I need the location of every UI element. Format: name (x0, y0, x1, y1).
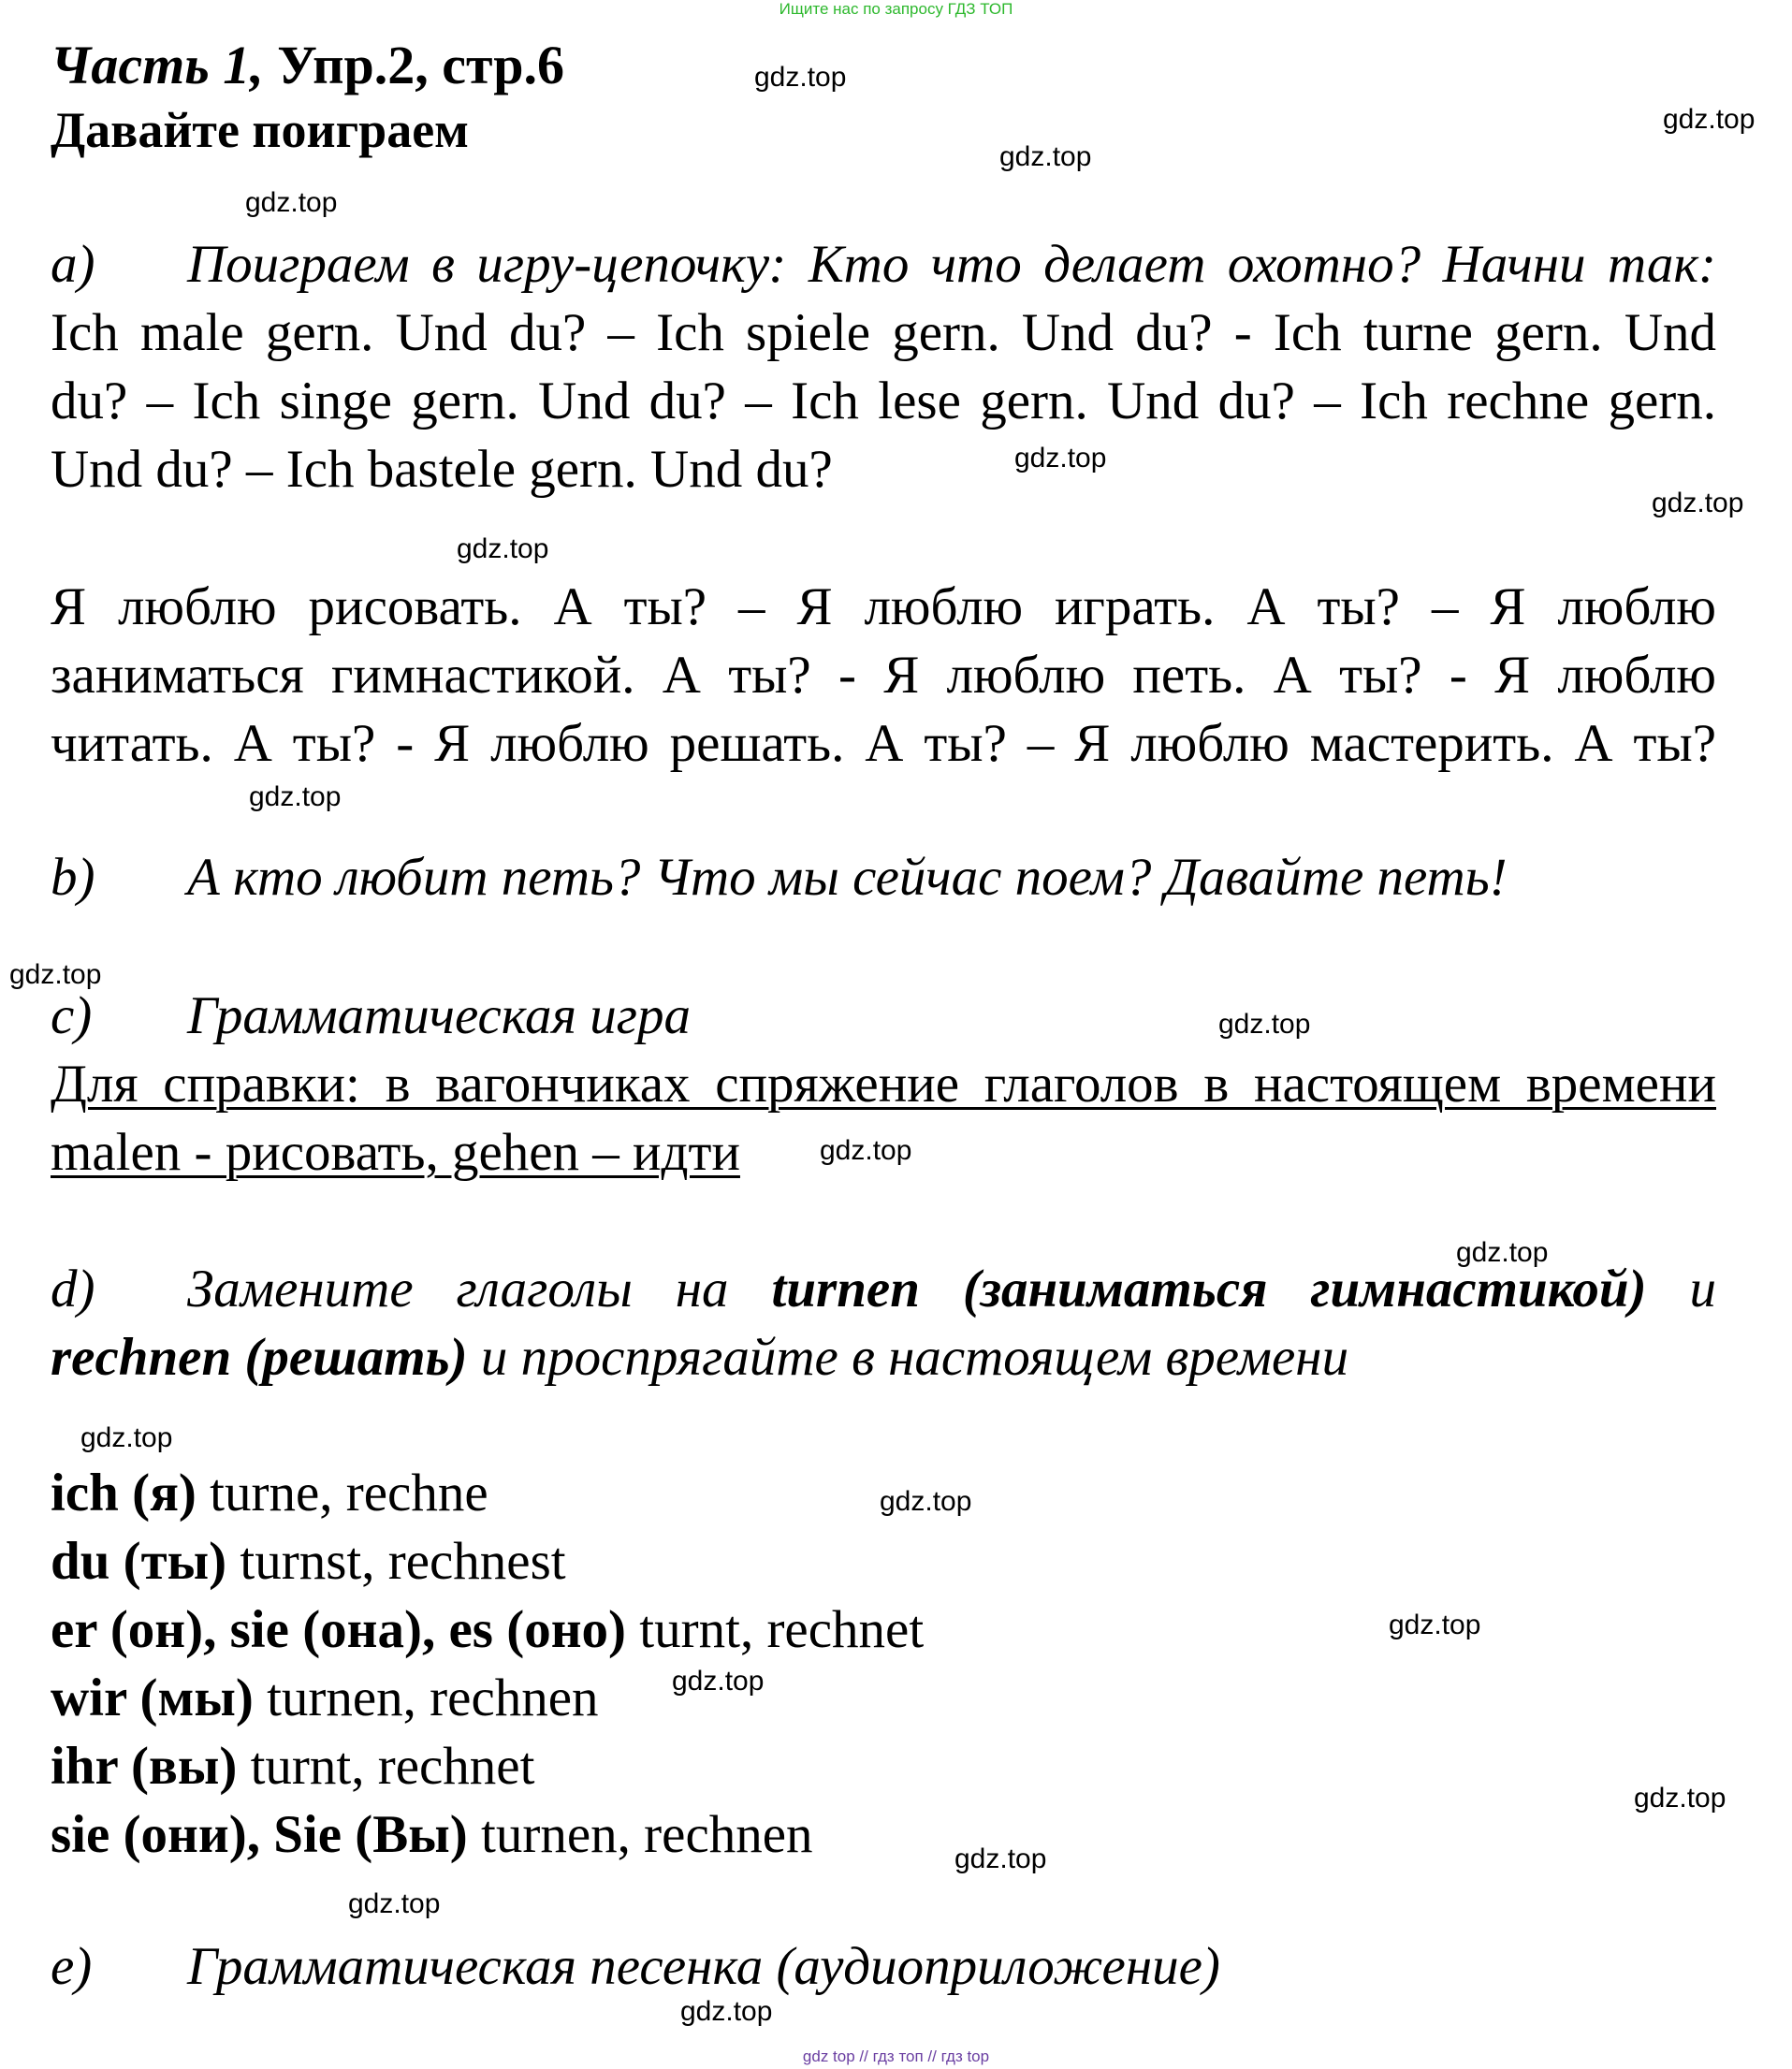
conjugation-row (51, 1531, 566, 1592)
watermark: gdz.top (880, 1486, 972, 1517)
task-d-instruction-line-2 (51, 1327, 1716, 1388)
title-part: Часть 1, (51, 35, 264, 95)
page-subtitle: Давайте поиграем (51, 102, 469, 158)
task-e-instruction (51, 1936, 1716, 1997)
watermark: gdz.top (680, 1996, 773, 2027)
conjugation-pronoun: ich (я) (51, 1464, 197, 1523)
conjugation-row (51, 1736, 534, 1797)
watermark: gdz.top (672, 1666, 765, 1697)
conjugation-pronoun: wir (мы) (51, 1668, 254, 1727)
task-a-german-line-3: Und du? – Ich bastele gern. Und du? (51, 440, 833, 499)
task-d-verb-rechnen: rechnen (решать) (51, 1328, 468, 1387)
task-d-verb-turnen: turnen (заниматься гимнастикой) (771, 1260, 1647, 1319)
task-a-russian-line-2: заниматься гимнастикой. А ты? - Я люблю петь. А ты? - Я люблю (51, 646, 1716, 705)
task-d-instr-1: Замените глаголы на (187, 1260, 772, 1319)
page-title (51, 34, 564, 96)
conjugation-row (51, 1804, 813, 1865)
watermark: gdz.top (954, 1843, 1047, 1874)
task-a-instruction (51, 234, 1716, 295)
conjugation-forms: turnt, rechnet (626, 1600, 925, 1659)
conjugation-pronoun: du (ты) (51, 1532, 227, 1591)
task-c-note-1-text: Для справки: в вагончиках спряжение глаголов в настоящем времени (51, 1055, 1716, 1114)
task-c-note-line-1 (51, 1054, 1716, 1115)
watermark: gdz.top (245, 187, 338, 218)
task-c-text: Грамматическая игра (187, 986, 692, 1045)
task-e-text: Грамматическая песенка (аудиоприложение) (187, 1937, 1220, 1996)
task-a-russian-line-1: Я люблю рисовать. А ты? – Я люблю играть. А ты? – Я люблю (51, 577, 1716, 636)
conjugation-forms: turnen, rechnen (253, 1668, 599, 1727)
watermark: gdz.top (1389, 1610, 1481, 1640)
watermark: gdz.top (999, 141, 1092, 172)
task-d-instr-3: и проспрягайте в настоящем времени (467, 1328, 1349, 1387)
watermark: gdz.top (80, 1422, 173, 1453)
conjugation-forms: turnst, rechnest (226, 1532, 566, 1591)
watermark: gdz.top (820, 1135, 912, 1166)
conjugation-row (51, 1463, 488, 1523)
task-a-german-line-1: Ich male gern. Und du? – Ich spiele gern. Und du? - Ich turne gern. Und (51, 303, 1716, 362)
watermark: gdz.top (9, 959, 102, 990)
watermark: gdz.top (1663, 104, 1756, 135)
top-banner: Ищите нас по запросу ГДЗ ТОП (779, 0, 1013, 18)
watermark: gdz.top (754, 62, 847, 93)
conjugation-row (51, 1599, 924, 1660)
task-a-text: Поиграем в игру-цепочку: Кто что делает охотно? Начни так: (187, 235, 1716, 294)
task-a-label: a) (51, 235, 95, 294)
task-c-instruction (51, 985, 1716, 1046)
conjugation-pronoun: sie (они), Sie (Вы) (51, 1805, 468, 1864)
watermark: gdz.top (1652, 488, 1744, 518)
watermark: gdz.top (249, 781, 342, 812)
conjugation-forms: turnt, rechnet (237, 1737, 535, 1796)
bottom-links[interactable]: gdz top // гдз топ // гдз top (802, 2047, 990, 2065)
watermark: gdz.top (1218, 1009, 1311, 1040)
task-d-label: d) (51, 1260, 95, 1319)
conjugation-pronoun: er (он), sie (она), es (оно) (51, 1600, 627, 1659)
task-b-label: b) (51, 848, 95, 907)
task-a-russian-line-3: читать. А ты? - Я люблю решать. А ты? – Я люблю мастерить. А ты? (51, 714, 1716, 773)
task-e-label: e) (51, 1937, 93, 1996)
conjugation-forms: turne, rechne (196, 1464, 488, 1523)
task-b-instruction (51, 847, 1716, 908)
watermark: gdz.top (1456, 1237, 1549, 1268)
watermark: gdz.top (348, 1888, 441, 1919)
conjugation-forms: turnen, rechnen (467, 1805, 813, 1864)
conjugation-pronoun: ihr (вы) (51, 1737, 238, 1796)
title-rest: Упр.2, стр.6 (263, 35, 564, 95)
watermark: gdz.top (1634, 1783, 1726, 1814)
watermark: gdz.top (1014, 443, 1107, 474)
conjugation-row (51, 1668, 599, 1728)
task-c-note-2-text: malen - рисовать, gehen – идти (51, 1123, 740, 1182)
task-b-text: А кто любит петь? Что мы сейчас поем? Давайте петь! (187, 848, 1508, 907)
task-a-german-line-2: du? – Ich singe gern. Und du? – Ich lese gern. Und du? – Ich rechne gern. (51, 372, 1716, 430)
task-c-label: c) (51, 986, 93, 1045)
watermark: gdz.top (457, 533, 549, 564)
task-d-instr-2: и (1646, 1260, 1716, 1319)
